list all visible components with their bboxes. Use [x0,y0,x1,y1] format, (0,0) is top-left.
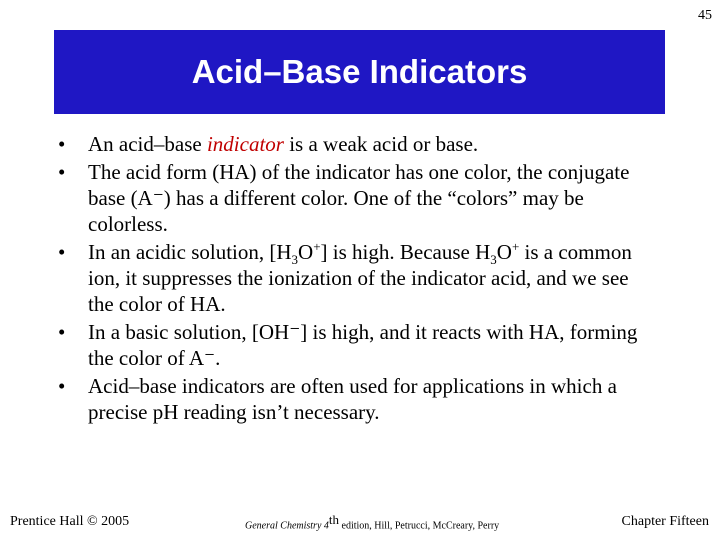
bullet-dot: • [58,374,66,398]
footer-book-credit: General Chemistry 4th edition, Hill, Petrucci, McCreary, Perry [245,512,500,532]
bullet-item: • Acid–base indicators are often used for applications in which a precise pH reading isn’t necessary. [58,374,617,424]
bullet-item: • In an acidic solution, $[H_3O^+]$ is high. Because $H_3O^+$ is a common ion, it suppresses the ionization of the indicator acid, and we see the color of HA. [58,239,632,316]
bullet-item: • The acid form (HA) of the indicator has one color, the conjugate base (A⁻) has a different color. One of the “colors” may be colorless. [58,160,630,236]
bullet-item: • An acid–base indicator is a weak acid or base. [58,132,479,156]
footer-chapter: Chapter Fifteen [621,514,709,529]
title-bar [54,30,665,114]
bullet-item: • In a basic solution, [OH⁻] is high, and it reacts with HA, forming the color of A⁻. [58,320,638,370]
bullet-dot: • [58,132,66,156]
page-number: 45 [698,8,712,23]
highlight-term: indicator [206,132,284,156]
slide-title: Acid–Base Indicators [191,53,528,90]
footer-publisher: Prentice Hall © 2005 [10,514,130,529]
bullet-dot: • [58,240,66,264]
bullet-dot: • [58,320,66,344]
bullet-list [58,131,658,427]
bullet-dot: • [58,160,66,184]
